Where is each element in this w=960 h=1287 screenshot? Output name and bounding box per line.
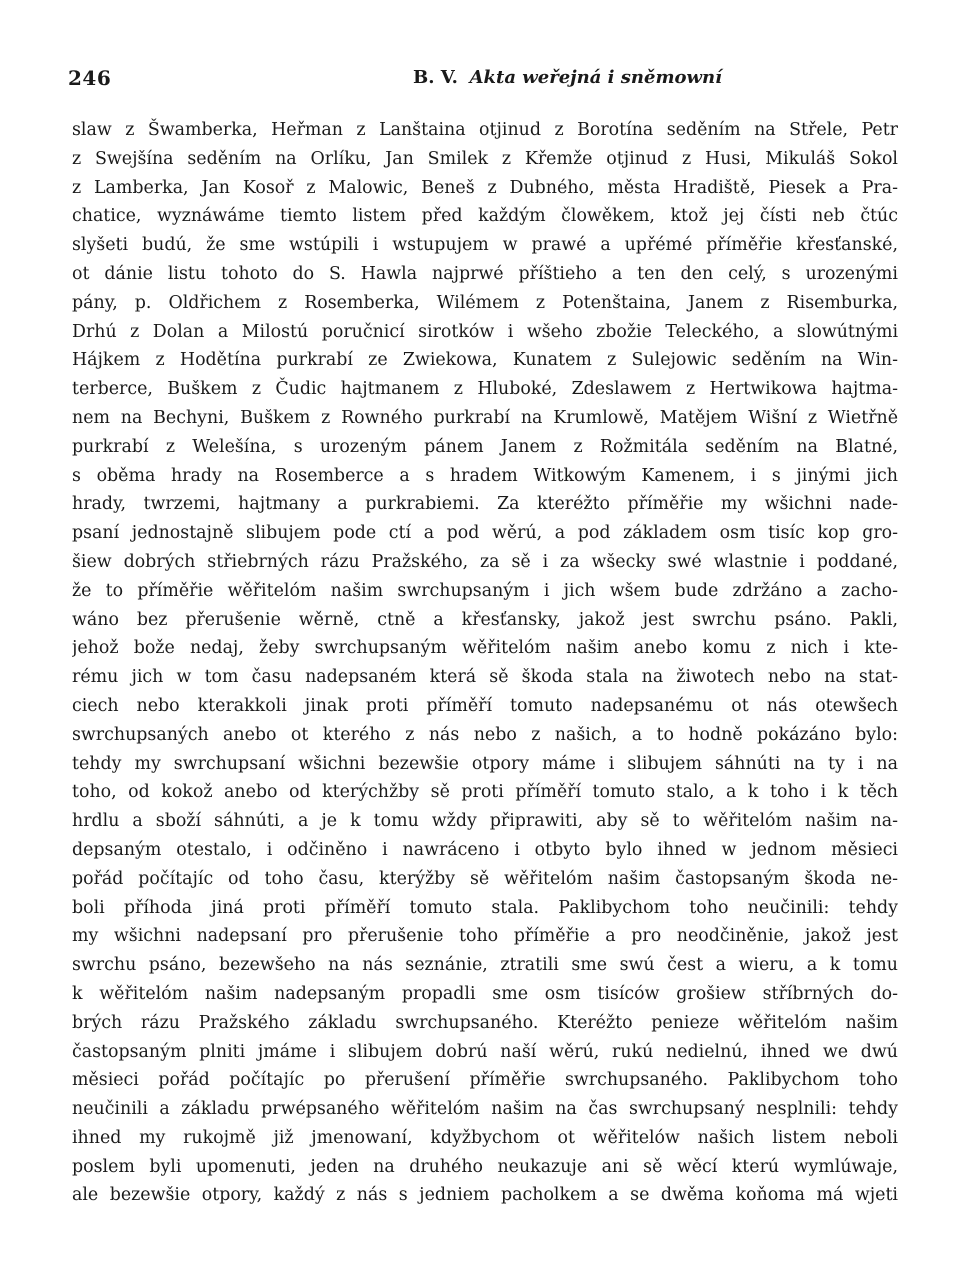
text-line: měsieci pořád počítajíc po přerušení příměřie swrchupsaného. Paklibychom toho <box>72 1070 898 1091</box>
text-line: my wšichni nadepsaní pro přerušenie toho příměřie a pro neodčiněnie, jakož jest <box>72 926 898 947</box>
text-line: pořád počítajíc od toho času, kterýžby sě wěřitelóm našim častopsaným škoda ne- <box>72 868 898 889</box>
text-line: purkrabí z Welešína, s urozeným pánem Janem z Rožmitála seděním na Blatné, <box>72 436 898 457</box>
text-line: častopsaným plniti jmáme i slibujem dobrú naší wěrú, rukú nedielnú, ihned we dwú <box>72 1041 898 1062</box>
text-line: toho, od kokož anebo od kterýchžby sě proti příměří tomuto stalo, a k toho i k těch <box>72 782 898 803</box>
text-line: hrdlu a sboží sáhnúti, a je k tomu wždy připrawiti, aby sě to wěřitelóm našim na- <box>72 811 898 832</box>
text-line: nem na Bechyni, Buškem z Rowného purkrabí na Krumlowě, Matějem Wišní z Wietřně <box>72 407 898 428</box>
text-line: ihned my rukojmě již jmenowaní, kdyžbychom ot wěřitelów našich listem neboli <box>72 1127 898 1148</box>
text-line: boli příhoda jiná proti příměří tomuto stala. Paklibychom toho neučinili: tehdy <box>72 897 898 918</box>
text-line: šiew dobrých střiebrných rázu Pražského, za sě i za wšecky swé wlastnie i poddané, <box>72 551 898 572</box>
text-line: Hájkem z Hodětína purkrabí ze Zwiekowa, Kunatem z Sulejowic seděním na Win- <box>72 350 898 371</box>
text-line: psaní jednostajně slibujem pode ctí a pod wěrú, a pod základem osm tisíc kop gro- <box>72 523 898 544</box>
text-line: swrchupsaných anebo ot kterého z nás nebo z našich, a to hodně pokázáno bylo: <box>72 724 898 745</box>
text-line: tehdy my swrchupsaní wšichni bezewšie otpory máme i slibujem sáhnúti na ty i na <box>72 753 898 774</box>
text-line: že to příměřie wěřitelóm našim swrchupsaným i jich wšem bude zdržáno a zacho- <box>72 580 898 601</box>
text-line: s oběma hrady na Rosemberce a s hradem Witkowým Kamenem, i s jinými jich <box>72 465 898 486</box>
text-line: pány, p. Oldřichem z Rosemberka, Wilémem z Potenštaina, Janem z Risemburka, <box>72 292 898 313</box>
page-number: 246 <box>68 66 112 90</box>
running-title: Akta weřejná i sněmowní <box>469 67 722 88</box>
page-header <box>68 66 898 96</box>
text-line: ciech nebo kterakkoli jinak proti příměří tomuto nadepsanému ot nás otewšech <box>72 695 898 716</box>
text-line: Drhú z Dolan a Milostú poručnicí sirotków i wšeho zbožie Teleckého, a slowútnými <box>72 321 898 342</box>
text-line: slyšeti budú, že sme wstúpili i wstupujem w prawé a upřémé příměřie křesťanské, <box>72 235 898 256</box>
text-line: z Lamberka, Jan Kosoř z Malowic, Beneš z Dubného, města Hradiště, Piesek a Pra- <box>72 177 898 198</box>
text-line: rému jich w tom času nadepsaném která sě škoda stala na žiwotech nebo na stat- <box>72 667 898 688</box>
text-line: jehož bože nedaj, žeby swrchupsaným wěřitelóm našim anebo komu z nich i kte- <box>72 638 898 659</box>
text-line: hrady, twrzemi, hajtmany a purkrabiemi. Za kteréžto příměřie my wšichni nade- <box>72 494 898 515</box>
section-label: B. V. <box>413 67 458 88</box>
text-line: ot dánie listu tohoto do S. Hawla najprwé příštieho a ten den celý, s urozenými <box>72 263 898 284</box>
text-line: k wěřitelóm našim nadepsaným propadli sme osm tisíców grošiew stříbrných do- <box>72 983 898 1004</box>
text-line: poslem byli upomenuti, jeden na druhého neukazuje ani sě wěcí kterú wymlúwaje, <box>72 1156 898 1177</box>
text-line: ale bezewšie otpory, každý z nás s jedniem pacholkem a se dwěma koňoma má wjeti <box>72 1185 898 1206</box>
text-line: terberce, Buškem z Čudic hajtmanem z Hluboké, Zdeslawem z Hertwikowa hajtma- <box>72 379 898 400</box>
text-line: wáno bez přerušenie wěrně, ctně a křesťansky, jakož jest swrchu psáno. Pakli, <box>72 609 898 630</box>
text-line: z Swejšína seděním na Orlíku, Jan Smilek z Křemže otjinud z Husi, Mikuláš Sokol <box>72 148 898 169</box>
text-line: slaw z Šwamberka, Heřman z Lanštaina otjinud z Borotína seděním na Střele, Petr <box>72 120 898 140</box>
text-line: neučinili a základu prwépsaného wěřitelóm našim na čas swrchupsaný nesplnili: tehdy <box>72 1099 898 1120</box>
text-line: swrchu psáno, bezewšeho na nás seznánie, ztratili sme swú čest a wieru, a k tomu <box>72 955 898 976</box>
body-text <box>72 116 898 1210</box>
text-line: brých rázu Pražského základu swrchupsaného. Kteréžto penieze wěřitelóm našim <box>72 1012 898 1033</box>
text-line: depsaným otestalo, i odčiněno i nawráceno i otbyto bylo ihned w jednom měsieci <box>72 839 898 860</box>
running-head <box>413 67 722 88</box>
text-line: chatice, wyznáwáme tiemto listem před každým člowěkem, ktož jej čísti neb čtúc <box>72 206 898 227</box>
